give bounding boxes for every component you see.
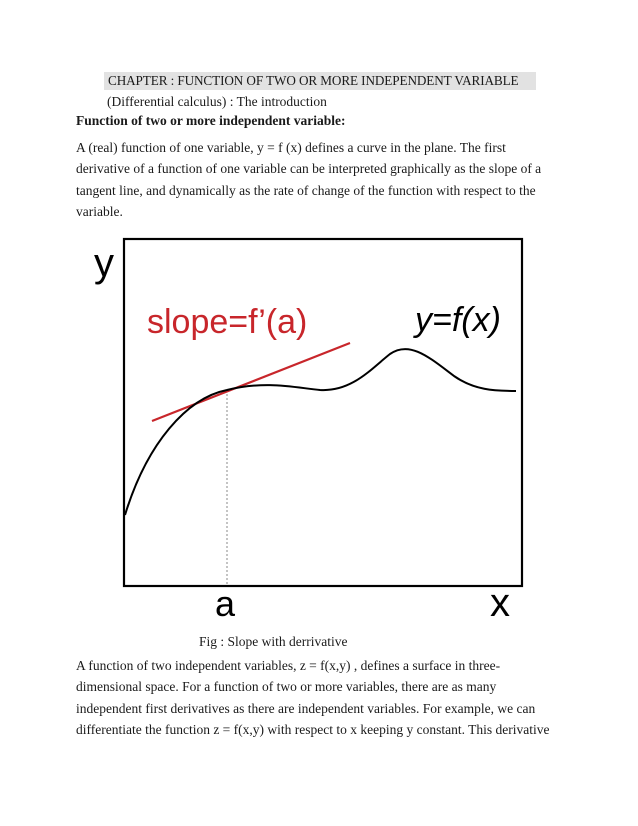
x-axis-label: x (490, 581, 510, 625)
section-heading: Function of two or more independent variable: (76, 113, 346, 128)
function-curve (125, 349, 516, 515)
slope-label: slope=f’(a) (147, 303, 308, 341)
chapter-title: CHAPTER : FUNCTION OF TWO OR MORE INDEPENDENT VARIABLE (104, 72, 536, 90)
chapter-subtitle: (Differential calculus) : The introduction (107, 94, 327, 109)
slope-figure (92, 228, 532, 628)
y-axis-label: y (94, 241, 114, 285)
second-paragraph: A function of two independent variables, z = f(x,y) , defines a surface in three-dimensional space. For a function of two or more variables, there are as many independent first derivatives as there are independent variables. For example, we can differentiate the function z = f(x,y) with respect to x keeping y constant. This derivative (76, 658, 550, 737)
point-a-label: a (215, 583, 236, 624)
intro-paragraph: A (real) function of one variable, y = f (x) defines a curve in the plane. The first derivative of a function of one variable can be interpreted graphically as the slope of a tangent line, and dynamically as the rate of change of the function with respect to the variable. (76, 140, 542, 219)
figure-caption: Fig : Slope with derrivative (199, 634, 348, 649)
curve-label: y=f(x) (415, 301, 501, 339)
tangent-line (152, 343, 350, 421)
